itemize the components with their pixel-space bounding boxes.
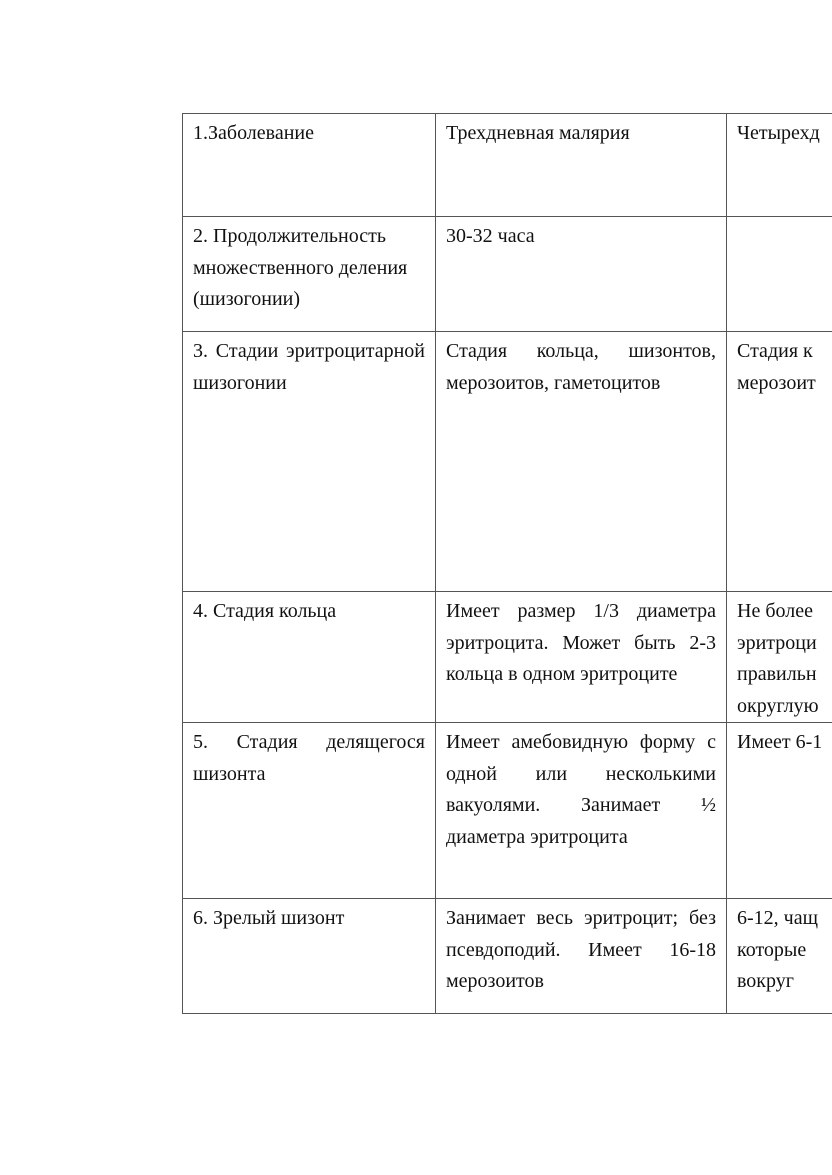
cell-tertian: 30-32 часа	[436, 217, 727, 332]
cell-tertian: Трехдневная малярия	[436, 114, 727, 217]
cell-quartan	[727, 332, 832, 592]
cell-line: округлую	[737, 694, 819, 717]
cell-tertian: Занимает весь эритроцит; без псевдоподий. Имеет 16-18 мерозоитов	[436, 899, 727, 1014]
table-row	[183, 899, 832, 1014]
row-label: 4. Стадия кольца	[183, 592, 436, 723]
cell-line: 6-12, чащ	[737, 907, 818, 929]
cell-line: эритроци	[737, 631, 817, 654]
cell-line: вокруг	[737, 970, 794, 992]
cell-line: правильн	[737, 663, 817, 685]
malaria-comparison-table	[182, 113, 832, 1014]
row-label: 1.Заболевание	[183, 114, 436, 217]
table-row	[183, 592, 832, 723]
cell-tertian: Имеет амебовидную форму с одной или несколькими вакуолями. Занимает ½ диаметра эритроцита	[436, 723, 727, 899]
table-row	[183, 723, 832, 899]
row-label: 5. Стадия делящегося шизонта	[183, 723, 436, 899]
cell-line: Стадия к	[737, 340, 813, 362]
cell-quartan: Четырехд	[727, 114, 832, 217]
cell-tertian: Имеет размер 1/3 диаметра эритроцита. Может быть 2-3 кольца в одном эритроците	[436, 592, 727, 723]
row-label: 3. Стадии эритроцитарной шизогонии	[183, 332, 436, 592]
cell-quartan	[727, 723, 832, 899]
cell-quartan	[727, 217, 832, 332]
cell-line: Имеет 6-1	[737, 731, 823, 753]
table-row	[183, 217, 832, 332]
cell-quartan	[727, 899, 832, 1014]
cell-line: Не более	[737, 600, 813, 622]
cell-line: мерозоит	[737, 371, 816, 394]
cell-quartan	[727, 592, 832, 723]
row-label: 2. Продолжительность множественного деления (шизогонии)	[183, 217, 436, 332]
table-row	[183, 114, 832, 217]
cell-line: которые	[737, 938, 807, 961]
cell-tertian: Стадия кольца, шизонтов, мерозоитов, гаметоцитов	[436, 332, 727, 592]
row-label: 6. Зрелый шизонт	[183, 899, 436, 1014]
table-row	[183, 332, 832, 592]
